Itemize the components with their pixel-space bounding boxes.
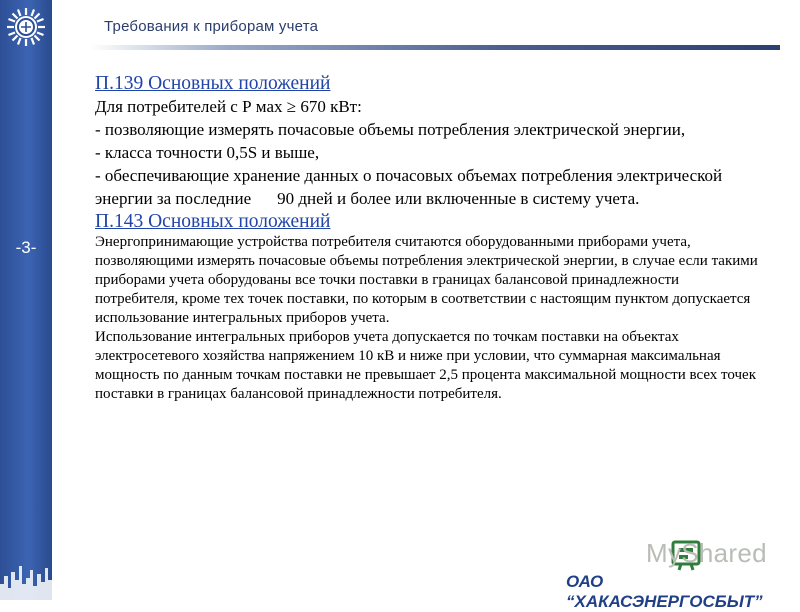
section1-intro: Для потребителей с Р мах ≥ 670 кВт:	[95, 97, 362, 116]
watermark-text: MyShared	[646, 538, 767, 568]
section1-bullet: - позволяющие измерять почасовые объемы потребления электрической энергии,	[95, 120, 686, 139]
header-divider	[90, 45, 780, 50]
section1-bullet	[95, 164, 765, 210]
city-skyline-icon	[0, 550, 52, 600]
page-title: Требования к приборам учета	[104, 18, 319, 35]
page-number: -3-	[15, 238, 37, 257]
section-heading-139[interactable]: П.139 Основных положений	[95, 73, 331, 94]
sidebar	[0, 0, 52, 600]
section-heading-143[interactable]: П.143 Основных положений	[95, 211, 331, 232]
company-name: ОАО “ХАКАСЭНЕРГОСБЫТ”	[566, 572, 763, 611]
section1-bullet: - класса точности 0,5S и выше,	[95, 143, 320, 162]
section2-paragraph: Энергопринимающие устройства потребителя считаются оборудованными приборами учета, позволяющими измерять почасовые объемы потребления электрической энергии, в случае если такими приборами учета оборудованы все точки поставки в границах балансовой принадлежности потребителя, кроме тех точек поставки, по которым в соответствии с настоящим пунктом допускается использование интегральных приборов учета.	[95, 234, 758, 326]
bullet-text: - обеспечивающие хранение данных о почасовых объемах потребления электрической энергии за последние	[95, 166, 723, 208]
section2-paragraph: Использование интегральных приборов учета допускается по точкам поставки на объектах электросетевого хозяйства напряжением 10 кВ и ниже при условии, что суммарная максимальная мощность по данным точкам поставки не превышает 2,5 процента максимальной мощности всех точек поставки в границах балансовой принадлежности потребителя.	[95, 329, 756, 402]
bullet-tail: 90 дней и более или включенные в систему учета.	[277, 189, 640, 208]
company-logo-icon	[3, 4, 49, 50]
main-content	[95, 72, 765, 404]
